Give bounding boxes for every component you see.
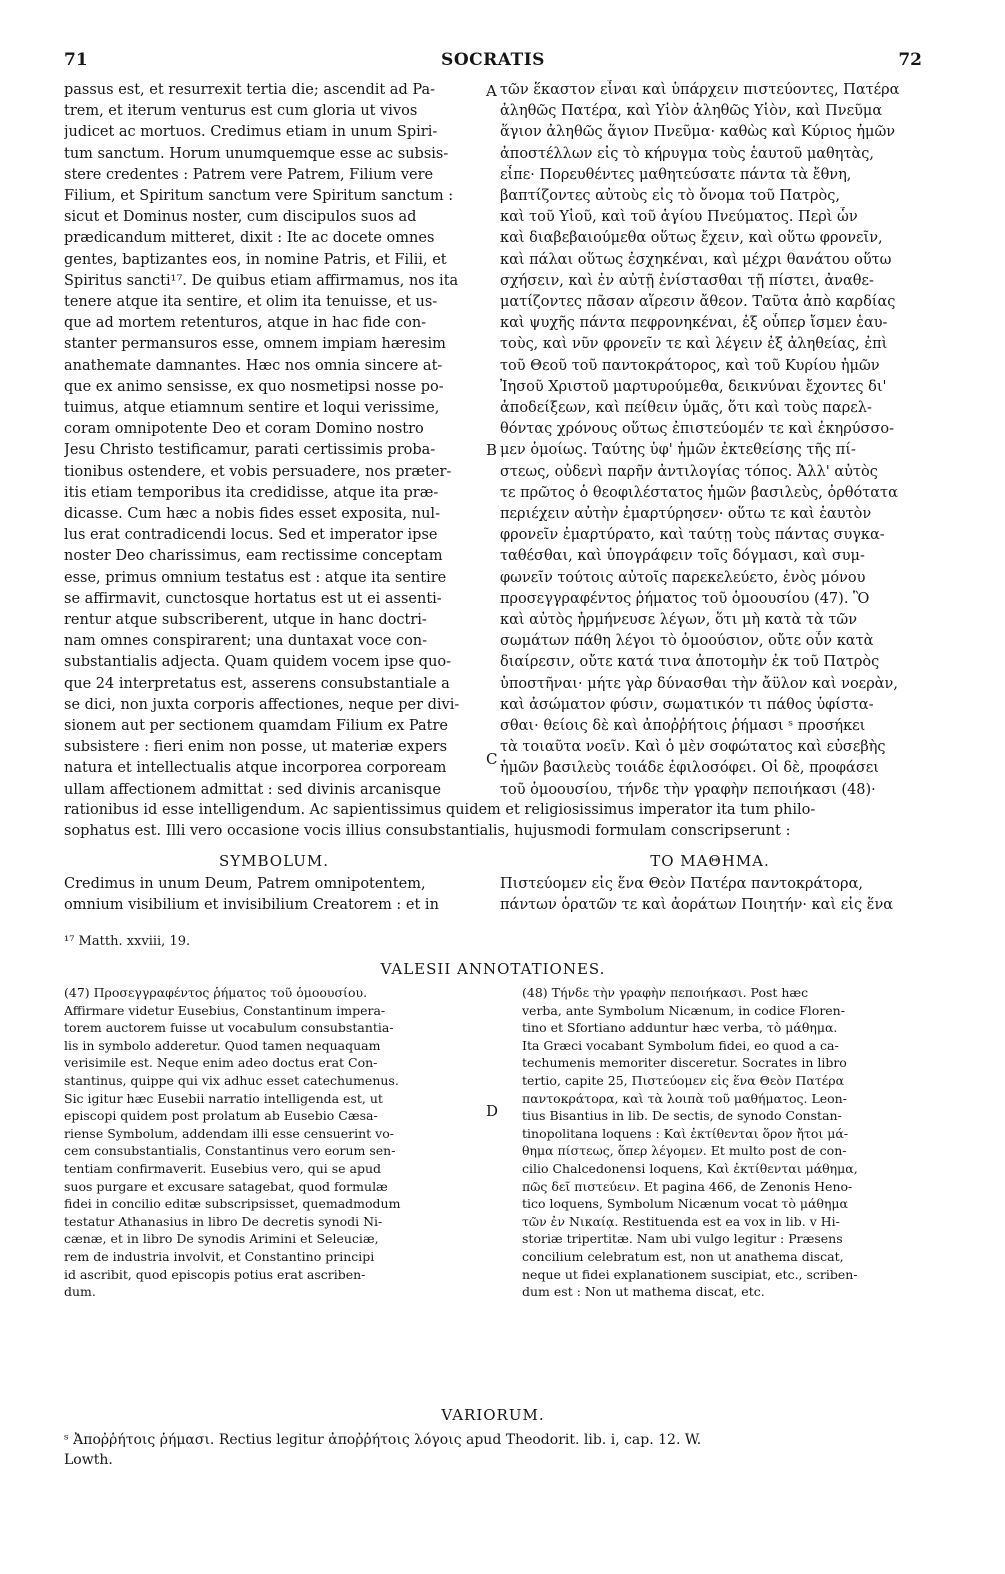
greek-text-line: σχήσειν, καὶ ἐν αὐτῇ ἐνίστασθαι τῇ πίστει, ἀναθε-	[500, 272, 874, 289]
latin-text-line: sionem aut per sectionem quamdam Filium ex Patre	[64, 718, 448, 734]
symbol-greek-line: πάντων ὁρατῶν τε καὶ ἀοράτων Ποιητήν· καὶ εἰς ἕνα	[500, 897, 894, 914]
latin-text-line: passus est, et resurrexit tertia die; ascendit ad Pa-	[64, 82, 435, 98]
annotation-line: neque ut fidei explanationem suscipiat, etc., scriben-	[522, 1266, 858, 1282]
symbol-latin-text	[64, 874, 484, 920]
latin-text-line: que ad mortem retenturos, atque in hac fide con-	[64, 315, 427, 332]
variorum-notes	[64, 1430, 922, 1474]
greek-text-line: σωμάτων πάθη λέγοι τὸ ὁμοούσιον, οὔτε οὖν κατὰ	[500, 633, 874, 650]
latin-text-line: ullam affectionem admittat : sed divinis arcanisque	[64, 781, 441, 798]
annotation-line: verba, ante Symbolum Nicænum, in codice Floren-	[522, 1002, 845, 1018]
greek-text-line: καὶ ψυχῆς πάντα πεφρονηκέναι, ἐξ οὗπερ ἴσμεν ἑαυ-	[500, 315, 888, 332]
greek-text-line: ματίζοντες πᾶσαν αἵρεσιν ἄθεον. Ταῦτα ἀπὸ καρδίας	[500, 294, 896, 310]
greek-text-line: ὑποστῆναι· μήτε γὰρ δύνασθαι τὴν ἄϋλον καὶ νοερὰν,	[500, 675, 898, 692]
latin-text-line: judicet ac mortuos. Credimus etiam in unum Spiri-	[64, 124, 438, 141]
latin-column	[64, 80, 484, 800]
latin-text-line: sicut et Dominus noster, cum discipulos suos ad	[64, 209, 417, 226]
variorum-line: ˢ Ἀποῤῥήτοις ῥήμασι. Rectius legitur ἀποῤῥήτοις λόγοις apud Theodorit. lib. i, cap. 12. W.	[64, 1432, 702, 1448]
greek-text-line: καὶ τοῦ Υἱοῦ, καὶ τοῦ ἁγίου Πνεύματος. Περὶ ὧν	[500, 209, 858, 226]
latin-text-line: anathemate damnantes. Hæc nos omnia sincere at-	[64, 357, 443, 374]
greek-text-line: φρονεῖν ἐμαρτύρατο, καὶ ταύτῃ τοὺς πάντας συγκα-	[500, 527, 885, 544]
annotation-line: testatur Athanasius in libro De decretis synodi Ni-	[64, 1213, 383, 1229]
annotation-line: verisimile est. Neque enim adeo doctus erat Con-	[64, 1055, 378, 1071]
annotation-line: tico loquens, Symbolum Nicænum vocat τὸ μάθημα	[522, 1196, 848, 1212]
annotation-line: episcopi quidem post prolatum ab Eusebio Cæsa-	[64, 1108, 378, 1124]
annotation-line: dum est : Non ut mathema discat, etc.	[522, 1284, 765, 1300]
running-header	[64, 50, 922, 76]
annotation-line: cem consubstantialis, Constantinus vero eorum sen-	[64, 1143, 396, 1159]
latin-text-line: gentes, baptizantes eos, in nomine Patris, et Filii, et	[64, 251, 447, 268]
variorum-heading: VARIORUM.	[441, 1406, 545, 1424]
latin-text-line: natura et intellectualis atque incorporea corpoream	[64, 760, 447, 777]
latin-text-line: esse, primus omnium testatus est : atque ita sentire	[64, 569, 447, 586]
full-width-text	[64, 800, 922, 846]
symbol-greek-text	[500, 874, 920, 920]
running-title: SOCRATIS	[441, 50, 545, 70]
latin-text-line: subsistere : fieri enim non posse, ut materiæ expers	[64, 739, 448, 756]
variorum-line: Lowth.	[64, 1452, 113, 1468]
latin-text-line: se dici, non juxta corporis affectiones, neque per divi-	[64, 696, 460, 713]
greek-text-line: καὶ πάλαι οὕτως ἐσχηκέναι, καὶ μέχρι θανάτου οὕτω	[500, 251, 892, 268]
latin-text-line: rentur atque subscriberent, utque in hanc doctri-	[64, 612, 427, 628]
annotation-line: θημα πίστεως, ὅπερ λέγομεν. Et multo post de con-	[522, 1143, 847, 1159]
greek-text-line: τοῦ ὁμοουσίου, τήνδε τὴν γραφὴν πεποιήκασι (48)·	[500, 781, 876, 798]
latin-text-line: trem, et iterum venturus est cum gloria ut vivos	[64, 103, 418, 120]
annotation-line: τῶν ἐν Νικαίᾳ. Restituenda est ea vox in lib. v Hi-	[522, 1213, 840, 1229]
annotation-line: Affirmare videtur Eusebius, Constantinum impera-	[64, 1002, 386, 1018]
annotations-heading: VALESII ANNOTATIONES.	[380, 960, 606, 978]
latin-text-line: stanter permansuros esse, omnem impiam hæresim	[64, 336, 446, 353]
annotation-line: Ita Græci vocabant Symbolum fidei, eo quod a ca-	[522, 1037, 839, 1053]
greek-text-line: τε πρῶτος ὁ θεοφιλέστατος ἡμῶν βασιλεὺς, ὀρθότατα	[500, 484, 898, 501]
latin-text-line: coram omnipotente Deo et coram Domino nostro	[64, 421, 424, 438]
full-width-text-line: sophatus est. Illi vero occasione vocis illius consubstantialis, hujusmodi formulam conscripserunt :	[64, 823, 791, 840]
greek-text-line: φωνεῖν τούτοις αὐτοῖς παρεκελεύετο, ἑνὸς μόνου	[500, 569, 866, 586]
annotation-line: πῶς δεῖ πιστεύειν. Et pagina 466, de Zenonis Heno-	[522, 1178, 853, 1194]
latin-text-line: tum sanctum. Horum unumquemque esse ac subsis-	[64, 145, 449, 162]
greek-text-line: ἡμῶν βασιλεὺς τοιάδε ἐφιλοσόφει. Οἱ δὲ, προφάσει	[500, 760, 879, 777]
annotation-line: id ascribit, quod episcopis potius erat ascriben-	[64, 1266, 366, 1282]
symbol-latin-heading: SYMBOLUM.	[218, 852, 330, 870]
greek-text-line: θόντας χρόνους οὕτως ἐπιστεύομέν τε καὶ ἐκηρύσσο-	[500, 421, 894, 438]
annotation-line: tius Bisantius in lib. De sectis, de synodo Constan-	[522, 1108, 842, 1124]
annotation-line: stantinus, quippe qui vix adhuc esset catechumenus.	[64, 1073, 399, 1088]
latin-text-line: que 24 interpretatus est, asserens consubstantiale a	[64, 675, 450, 692]
symbol-greek-heading: ΤΟ ΜΑΘΗΜΑ.	[650, 852, 770, 870]
annotations-left	[64, 984, 464, 1304]
greek-text-line: ταθέσθαι, καὶ ὑπογράφειν τοῖς δόγμασι, καὶ συμ-	[500, 548, 865, 565]
annotation-line: tino et Sfortiano adduntur hæc verba, τὸ μάθημα.	[522, 1020, 838, 1036]
annotation-line: dum.	[64, 1284, 96, 1300]
latin-text-line: se affirmavit, cunctosque hortatus est ut ei assenti-	[64, 590, 442, 607]
greek-text-line: ἀποδείξεων, καὶ πείθειν ὑμᾶς, ὅτι καὶ τοὺς παρελ-	[500, 400, 872, 416]
greek-text-line: Ἰησοῦ Χριστοῦ μαρτυρούμεθα, δεικνύναι ἔχοντες δι'	[500, 378, 887, 395]
margin-letter-d: D	[486, 1102, 499, 1120]
greek-text-line: διαίρεσιν, οὔτε κατά τινα ἀποτομὴν ἐκ τοῦ Πατρὸς	[500, 654, 880, 671]
greek-text-line: ἀποστέλλων εἰς τὸ κήρυγμα τοὺς ἑαυτοῦ μαθητὰς,	[500, 145, 875, 162]
greek-text-line: ἀληθῶς Πατέρα, καὶ Υἱὸν ἀληθῶς Υἱὸν, καὶ Πνεῦμα	[500, 103, 883, 120]
annotation-line: storiæ tripertitæ. Nam ubi vulgo legitur : Præsens	[522, 1231, 843, 1247]
page-number-right: 72	[898, 50, 922, 70]
annotation-line: cilio Chalcedonensi loquens, Καὶ ἐκτίθενται μάθημα,	[522, 1161, 858, 1176]
annotation-line: tertio, capite 25, Πιστεύομεν εἰς ἕνα Θεὸν Πατέρα	[522, 1073, 845, 1088]
latin-text-line: tuimus, atque etiamnum sentire et loqui verissime,	[64, 400, 440, 416]
symbol-latin-line: Credimus in unum Deum, Patrem omnipotentem,	[64, 876, 426, 892]
greek-text-line: τοὺς, καὶ νῦν φρονεῖν τε καὶ λέγειν ἐξ ἀληθείας, ἐπὶ	[500, 336, 888, 353]
annotation-line: (48) Τήνδε τὴν γραφὴν πεποιήκασι. Post hæc	[522, 985, 809, 1000]
annotation-line: concilium celebratum est, non ut anathema discat,	[522, 1249, 844, 1264]
greek-text-line: στεως, οὐδενὶ παρῆν ἀντιλογίας τόπος. Ἀλλ' αὐτὸς	[500, 463, 878, 480]
footnote: ¹⁷ Matth. xxviii, 19.	[64, 934, 191, 949]
greek-text-line: βαπτίζοντες αὐτοὺς εἰς τὸ ὄνομα τοῦ Πατρὸς,	[500, 188, 840, 204]
latin-text-line: Jesu Christo testificamur, parati certissimis proba-	[64, 442, 436, 459]
latin-text-line: prædicandum mitteret, dixit : Ite ac docete omnes	[64, 230, 435, 247]
margin-letter-c: C	[486, 750, 498, 768]
latin-text-line: Spiritus sancti¹⁷. De quibus etiam affirmamus, nos ita	[64, 272, 459, 289]
annotation-line: (47) Προσεγγραφέντος ῥήματος τοῦ ὁμοουσίου.	[64, 985, 368, 1000]
annotation-line: torem auctorem fuisse ut vocabulum consubstantia-	[64, 1020, 394, 1036]
greek-column	[500, 80, 920, 800]
annotation-line: tinopolitana loquens : Καὶ ἐκτίθενται ὅρον ἤτοι μά-	[522, 1125, 849, 1141]
greek-text-line: ἅγιον ἀληθῶς ἅγιον Πνεῦμα· καθὼς καὶ Κύριος ἡμῶν	[500, 124, 896, 141]
annotation-line: lis in symbolo adderetur. Quod tamen nequaquam	[64, 1037, 381, 1053]
latin-text-line: substantialis adjecta. Quam quidem vocem ipse quo-	[64, 654, 452, 671]
greek-text-line: καὶ αὐτὸς ἡρμήνευσε λέγων, ὅτι μὴ κατὰ τὰ τῶν	[500, 612, 858, 628]
latin-text-line: itis etiam temporibus ita credidisse, atque ita præ-	[64, 484, 439, 501]
annotation-line: tentiam confirmaverit. Eusebius vero, qui se apud	[64, 1161, 382, 1176]
latin-text-line: tenere atque ita sentire, et olim ita tenuisse, et us-	[64, 294, 438, 310]
margin-letter-a: A	[486, 82, 497, 100]
greek-text-line: τοῦ Θεοῦ τοῦ παντοκράτορος, καὶ τοῦ Κυρίου ἡμῶν	[500, 357, 880, 374]
annotation-line: παντοκράτορα, καὶ τὰ λοιπὰ τοῦ μαθήματος. Leon-	[522, 1090, 847, 1106]
greek-text-line: τὰ τοιαῦτα νοεῖν. Καὶ ὁ μὲν σοφώτατος καὶ εὐσεβὴς	[500, 739, 886, 756]
full-width-text-line: rationibus id esse intelligendum. Ac sapientissimus quidem et religiosissimus imperator ita tum philo-	[64, 802, 816, 818]
latin-text-line: nam omnes conspirarent; una duntaxat voce con-	[64, 633, 428, 650]
latin-text-line: tionibus ostendere, et vobis persuadere, nos præter-	[64, 463, 452, 480]
page-number-left: 71	[64, 50, 88, 70]
greek-text-line: σθαι· θείοις δὲ καὶ ἀποῤῥήτοις ῥήμασι ˢ προσήκει	[500, 718, 866, 734]
latin-text-line: dicasse. Cum hæc a nobis fides esset exposita, nul-	[64, 506, 440, 522]
greek-text-line: καὶ διαβεβαιούμεθα οὕτως ἔχειν, καὶ οὕτω φρονεῖν,	[500, 230, 883, 247]
latin-text-line: Filium, et Spiritum sanctum vere Spiritum sanctum :	[64, 188, 454, 204]
annotation-line: fidei in concilio editæ subscripsisset, quemadmodum	[64, 1196, 401, 1212]
annotation-line: Sic igitur hæc Eusebii narratio intelligenda est, ut	[64, 1090, 383, 1106]
latin-text-line: stere credentes : Patrem vere Patrem, Filium vere	[64, 166, 434, 183]
greek-text-line: περιέχειν αὐτὴν ἐμαρτύρησεν· οὕτω τε καὶ ἑαυτὸν	[500, 506, 872, 522]
margin-letter-b: B	[486, 441, 498, 459]
greek-text-line: εἶπε· Πορευθέντες μαθητεύσατε πάντα τὰ ἔθνη,	[500, 166, 852, 183]
greek-text-line: τῶν ἕκαστον εἶναι καὶ ὑπάρχειν πιστεύοντες, Πατέρα	[500, 82, 900, 98]
annotation-line: rem de industria involvit, et Constantino principi	[64, 1249, 375, 1264]
annotation-line: riense Symbolum, addendam illi esse censuerint vo-	[64, 1125, 394, 1141]
annotation-line: suos purgare et excusare satagebat, quod formulæ	[64, 1178, 388, 1194]
greek-text-line: καὶ ἀσώματον φύσιν, σωματικόν τι πάθος ὑφίστα-	[500, 696, 874, 713]
greek-text-line: μεν ὁμοίως. Ταύτης ὑφ' ἡμῶν ἐκτεθείσης τῆς πί-	[500, 442, 856, 459]
annotation-line: techumenis memoriter disceretur. Socrates in libro	[522, 1055, 847, 1071]
symbol-latin-line: omnium visibilium et invisibilium Creatorem : et in	[64, 897, 439, 914]
annotations-right	[522, 984, 922, 1304]
symbol-greek-line: Πιστεύομεν εἰς ἕνα Θεὸν Πατέρα παντοκράτορα,	[500, 876, 863, 892]
latin-text-line: que ex animo sensisse, ex quo nosmetipsi nosse po-	[64, 378, 444, 395]
greek-text-line: προσεγγραφέντος ῥήματος τοῦ ὁμοουσίου (47). Ὃ	[500, 590, 870, 607]
latin-text-line: noster Deo charissimus, eam rectissime conceptam	[64, 548, 443, 565]
annotation-line: cænæ, et in libro De synodis Arimini et Seleuciæ,	[64, 1231, 379, 1247]
latin-text-line: lus erat contradicendi locus. Sed et imperator ipse	[64, 527, 438, 544]
